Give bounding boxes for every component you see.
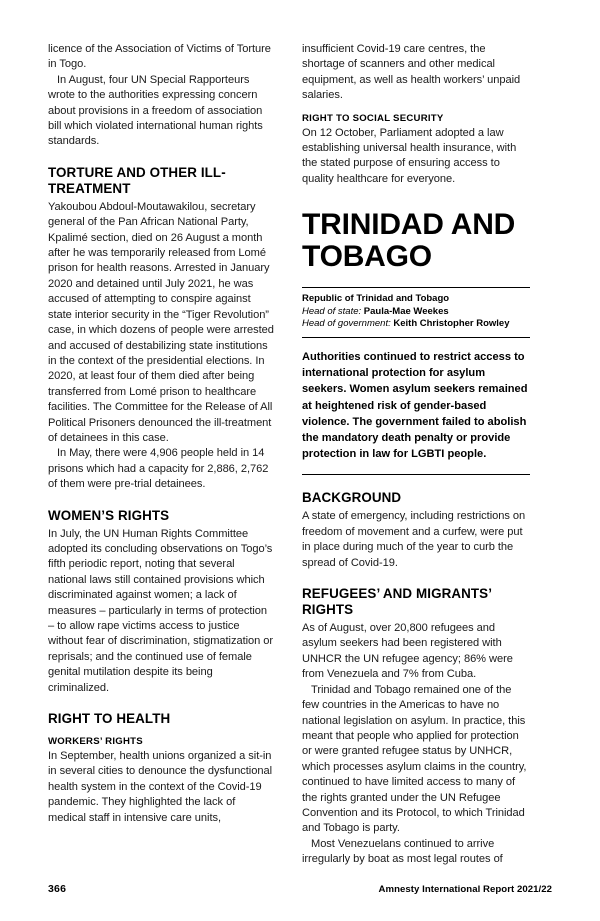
country-factbox: [302, 287, 530, 338]
paragraph: In May, there were 4,906 people held in 14 prisons which had a capacity for 2,886, 2,762 of them were pre-trial detainees.: [48, 447, 269, 491]
paragraph: Most Venezuelans continued to arrive irregularly by boat as most legal routes of: [302, 837, 503, 866]
head-of-state-label: Head of state:: [302, 305, 362, 317]
paragraph: In August, four UN Special Rapporteurs wrote to the authorities expressing concern about provisions in a freedom of association bill which violated international human rights standards.: [48, 73, 263, 148]
paragraph: Trinidad and Tobago remained one of the few countries in the Americas to have no national legislation on asylum. In practice, this meant that people who applied for protection or were granted refugee status by UNHCR, which processes asylum claims in the country, continued to have limited access to many of the rights granted under the UN Refugee Convention and its Protocol, to which Trinidad and Tobago is party.: [302, 683, 527, 835]
two-column-body: [48, 42, 552, 866]
paragraph: As of August, over 20,800 refugees and asylum seekers had been registered with UNHCR the UN refugee agency; 86% were from Venezuela and 7% from Cuba.: [302, 622, 513, 681]
footer-report-title: Amnesty International Report 2021/22: [378, 884, 552, 895]
section-heading-womens-rights: WOMEN’S RIGHTS: [48, 507, 170, 523]
head-of-state-value: Paula-Mae Weekes: [363, 305, 449, 317]
left-column: [48, 42, 276, 857]
country-summary: Authorities continued to restrict access to international protection for asylum seekers. Women asylum seekers remained at heightened risk of gender-based violence. The government failed to abolish the mandatory death penalty or provide protection in law for LGBTI people.: [302, 349, 530, 475]
section-heading-right-to-health: RIGHT TO HEALTH: [48, 711, 171, 727]
section-heading-background: BACKGROUND: [302, 490, 402, 506]
section-heading-refugees-migrants: REFUGEES’ AND MIGRANTS’ RIGHTS: [302, 586, 492, 618]
section-heading-torture: TORTURE AND OTHER ILL-TREATMENT: [48, 164, 226, 196]
paragraph-continued: insufficient Covid-19 care centres, the shortage of scanners and other medical equipment, as well as health workers’ unpaid salaries.: [302, 43, 521, 102]
head-of-government-line: [302, 318, 530, 331]
head-of-government-label: Head of government:: [302, 318, 391, 330]
paragraph: Yakoubou Abdoul-Moutawakilou, secretary general of the Pan African National Party, Kpalimé section, died on 26 August a month after he was temporarily released from Lomé prison for health reasons. Arrested in January 2020 and detained until July 2021, he was accused of attempting to conspire against state interior security in the “Tiger Revolution” case, in which dozens of people were arrested and accused of destabilizing state institutions in the context of the presidential elections. In 2020, at least four of them died after being transferred from Lomé prison to healthcare facilities. The Committee for the Release of All Political Prisoners denounced the ill-treatment of detainees in this case.: [48, 200, 274, 444]
country-official-name: Republic of Trinidad and Tobago: [302, 293, 450, 305]
subsection-heading-social-security: RIGHT TO SOCIAL SECURITY: [302, 112, 444, 124]
page-footer: [48, 883, 552, 895]
right-column: [302, 42, 530, 866]
subsection-heading-workers-rights: WORKERS’ RIGHTS: [48, 736, 143, 748]
paragraph-continued: licence of the Association of Victims of Torture in Togo.: [48, 43, 271, 71]
paragraph: A state of emergency, including restrictions on freedom of movement and a curfew, were put in place during much of the year to curb the spread of Covid-19.: [302, 510, 526, 569]
paragraph: On 12 October, Parliament adopted a law establishing universal health insurance, with the stated purpose of ensuring access to quality healthcare for everyone.: [302, 126, 517, 185]
country-title: TRINIDAD AND TOBAGO: [302, 208, 516, 274]
paragraph: In July, the UN Human Rights Committee adopted its concluding observations on Togo’s fifth periodic report, noting that several national laws still contained provisions which discriminated against women; a lack of measures – particularly in terms of protection – to allow rape victims access to justice without fear of discrimination, stigmatization or reprisals; and the continued use of female genital mutilation despite its being criminalized.: [48, 527, 274, 694]
head-of-government-value: Keith Christopher Rowley: [393, 318, 510, 330]
paragraph: In September, health unions organized a sit-in in several cities to denounce the dysfunctional health system in the context of the Covid-19 pandemic. They highlighted the lack of medical staff in intensive care units,: [48, 750, 272, 824]
page-number: 366: [48, 883, 67, 895]
head-of-state-line: [302, 306, 530, 319]
